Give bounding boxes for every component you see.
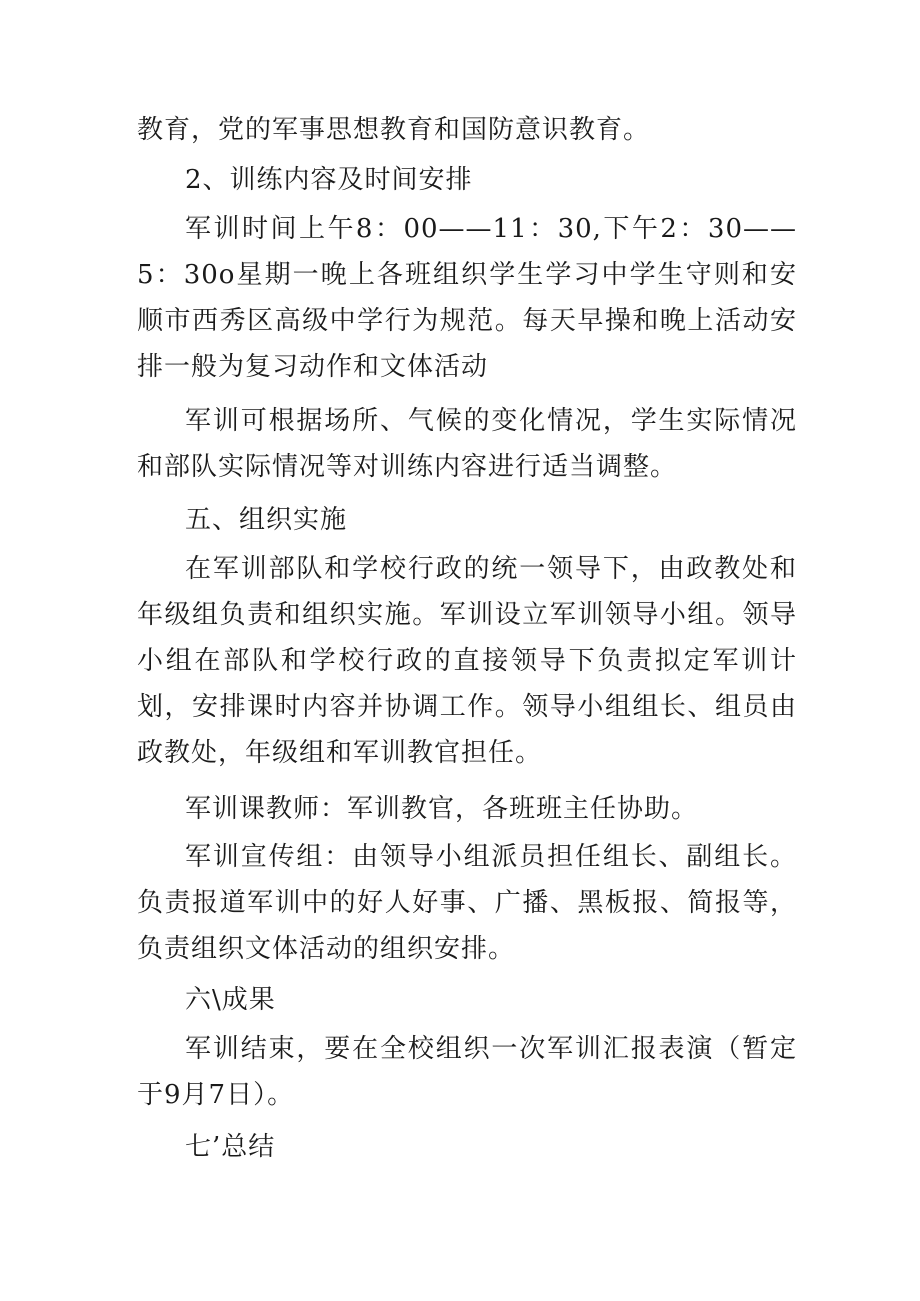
paragraph-training-adjustment: 军训可根据场所、气候的变化情况，学生实际情况和部队实际情况等对训练内容进行适当调整。 [137, 406, 797, 482]
paragraph-training-teachers: 军训课教师：军训教官，各班班主任协助。 [185, 794, 699, 824]
paragraph-report-performance: 军训结束，要在全校组织一次军训汇报表演（暂定于9月7日）。 [137, 1034, 797, 1110]
paragraph-leadership: 在军训部队和学校行政的统一领导下，由政教处和年级组负责和组织实施。军训设立军训领导小组。领导小组在部队和学校行政的直接领导下负责拟定军训计划，安排课时内容并协调工作。领导小组组长、组员由政教处，年级组和军训教官担任。 [137, 554, 797, 768]
paragraph-publicity-group: 军训宣传组：由领导小组派员担任组长、副组长。负责报道军训中的好人好事、广播、黑板报、简报等，负责组织文体活动的组织安排。 [137, 842, 797, 964]
heading-results: 六\成果 [185, 985, 276, 1015]
paragraph-education-continuation: 教育，党的军事思想教育和国防意识教育。 [137, 115, 651, 145]
heading-training-content-schedule: 2、训练内容及时间安排 [185, 165, 473, 195]
paragraph-training-time: 军训时间上午8：00——11：30,下午2：30——5：30o星期一晚上各班组织学生学习中学生守则和安顺市西秀区高级中学行为规范。每天早操和晚上活动安排一般为复习动作和文体活动 [137, 214, 797, 382]
heading-organization-implementation: 五、组织实施 [185, 505, 348, 535]
heading-summary: 七’总结 [185, 1132, 276, 1162]
